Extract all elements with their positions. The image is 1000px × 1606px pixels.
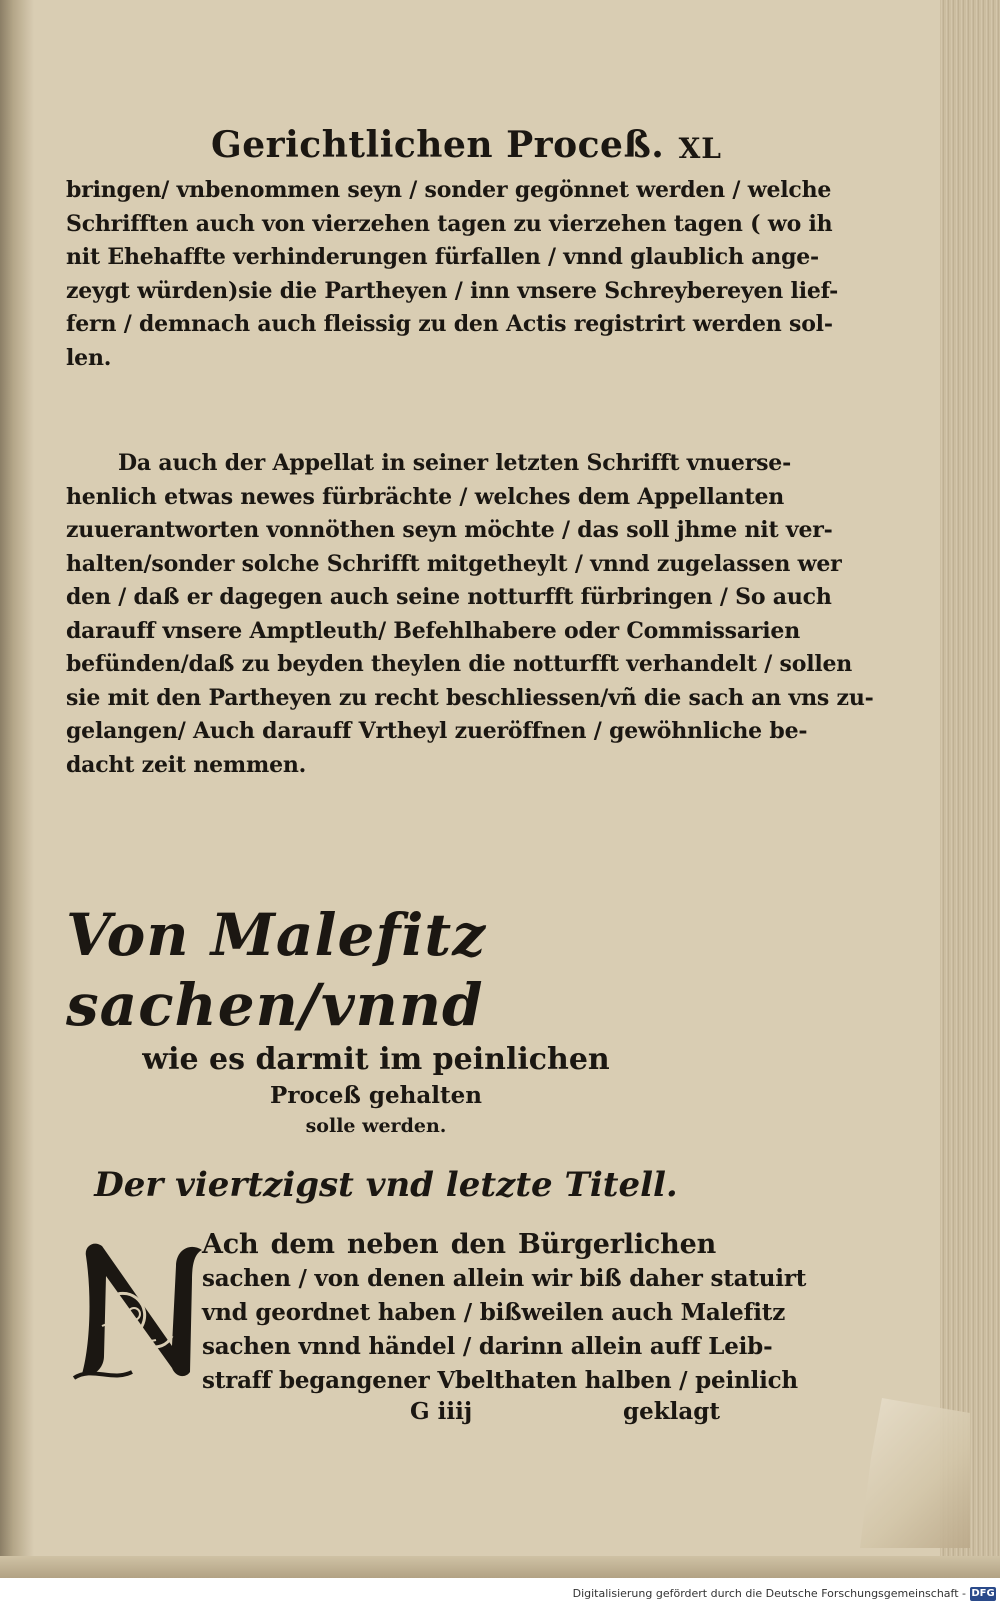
paragraph-1	[66, 174, 839, 375]
decorated-initial-n-icon	[72, 1236, 218, 1380]
text-line: dacht zeit nemmen.	[66, 751, 307, 778]
text-line: befünden/daß zu beyden theylen die notturfft verhandelt / sollen	[66, 651, 853, 677]
page-edges	[940, 0, 1000, 1578]
paragraph-2	[66, 447, 874, 782]
binding-shadow	[0, 0, 34, 1578]
section-heading	[66, 900, 716, 1140]
footer-credit: Digitalisierung gefördert durch die Deutsche Forschungsgemeinschaft -	[572, 1587, 966, 1600]
page-fold	[860, 1398, 970, 1548]
text-line: vnd geordnet haben / bißweilen auch Malefitz	[202, 1299, 786, 1326]
text-line: bringen/ vnbenommen seyn / sonder gegönnet werden / welche	[66, 177, 832, 203]
text-line: zeygt würden)sie die Partheyen / inn vnsere Schreybereyen lief-	[66, 277, 839, 304]
final-paragraph	[66, 1228, 807, 1432]
signature-row	[202, 1398, 720, 1432]
text-line: Da auch der Appellat in seiner letzten Schrifft vnuerse-	[118, 450, 792, 476]
text-line: gelangen/ Auch darauff Vrtheyl zueröffnen / gewöhnliche be-	[66, 718, 808, 744]
footer-bar	[0, 1578, 1000, 1606]
heading-line: wie es darmit im peinlichen	[142, 1042, 610, 1077]
text-line: den / daß er dagegen auch seine notturfft fürbringen / So auch	[66, 584, 832, 610]
text-line: zuuerantworten vonnöthen seyn möchte / das soll jhme nit ver-	[66, 517, 833, 543]
dfg-logo-icon: DFG	[971, 1588, 995, 1599]
text-line: halten/sonder solche Schrifft mitgetheylt / vnnd zugelassen wer	[66, 550, 842, 577]
text-line: henlich etwas newes fürbrächte / welches dem Appellanten	[66, 483, 785, 510]
text-line: darauff vnsere Amptleuth/ Befehlhabere oder Commissarien	[66, 617, 801, 644]
text-line: Ach dem neben den Bürgerlichen	[202, 1229, 716, 1260]
decorated-initial	[72, 1236, 218, 1380]
bottom-edge	[0, 1556, 1000, 1578]
text-line: straff begangener Vbelthaten halben / peinlich	[202, 1367, 798, 1394]
text-block	[66, 120, 874, 1432]
title-line: Der viertzigst vnd letzte Titell.	[94, 1165, 678, 1205]
signature-mark: G iiij	[410, 1398, 473, 1425]
text-line: fern / demnach auch fleissig zu den Actis registrirt werden sol-	[66, 311, 833, 337]
running-title: Gerichtlichen Proceß.	[211, 124, 665, 166]
heading-line: Proceß gehalten	[270, 1082, 482, 1109]
text-line: sie mit den Partheyen zu recht beschliessen/vñ die sach an vns zu-	[66, 684, 874, 711]
text-line: Schrifften auch von vierzehen tagen zu vierzehen tagen ( wo ih	[66, 210, 833, 237]
folio-number: XL	[678, 132, 722, 165]
text-line: nit Ehehaffte verhinderungen fürfallen / vnnd glaublich ange-	[66, 244, 819, 270]
heading-line: solle werden.	[305, 1115, 447, 1137]
heading-line: Von Malefitz sachen/vnnd	[66, 901, 487, 1039]
text-line: len.	[66, 344, 112, 371]
text-line: sachen / von denen allein wir biß daher statuirt	[202, 1265, 807, 1292]
final-paragraph-lines	[202, 1228, 807, 1398]
running-header	[66, 120, 722, 174]
text-line: sachen vnnd händel / darinn allein auff Leib-	[202, 1333, 773, 1360]
catchword: geklagt	[623, 1398, 720, 1425]
